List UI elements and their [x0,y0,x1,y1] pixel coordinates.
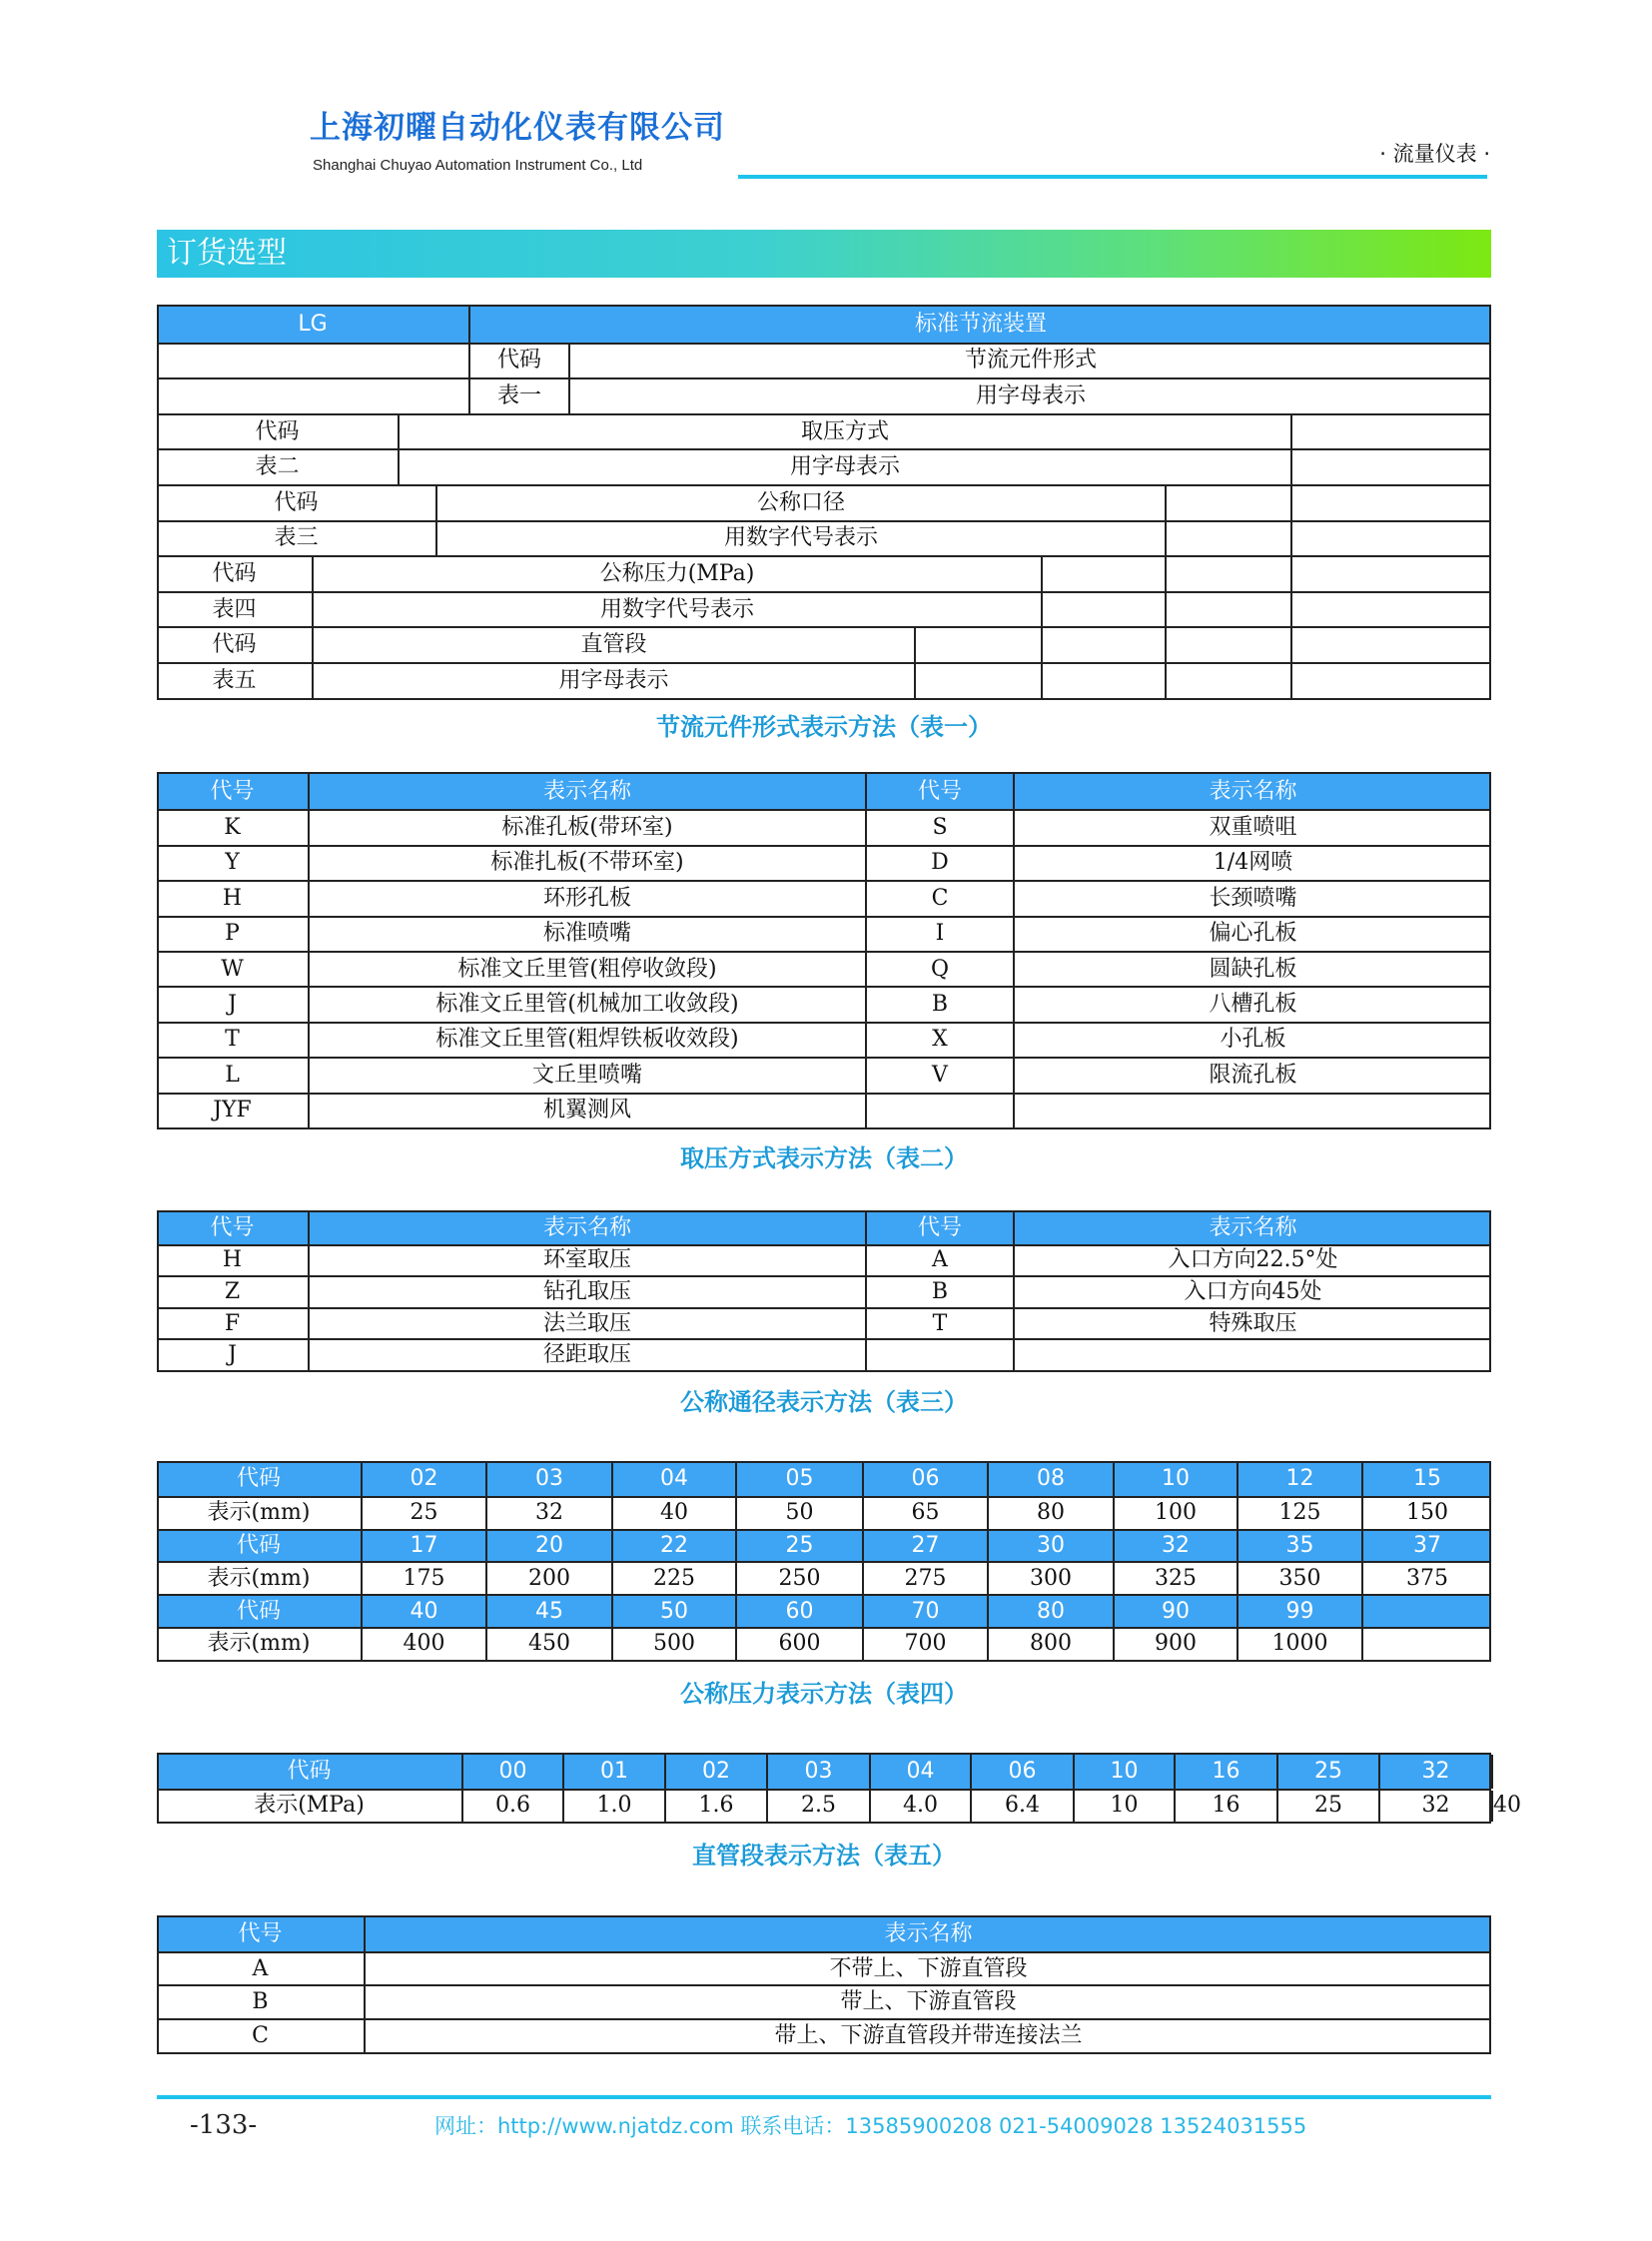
footer-divider [157,2095,1491,2099]
table-cell: 350 [1237,1563,1361,1594]
table-cell: 径距取压 [308,1340,865,1370]
category-label: · 流量仪表 · [1379,142,1490,166]
table-cell: I [865,918,1013,951]
table-cell: 700 [862,1629,987,1660]
table-cell: 1.0 [562,1791,664,1823]
table-row [159,1561,1489,1594]
table-cell: 200 [485,1563,611,1594]
table-cell: B [865,1277,1013,1307]
table-cell: X [865,1024,1013,1057]
table-cell: 环形孔板 [308,882,865,915]
table-cell: 表二 [255,454,300,480]
table-cell: 1000 [1237,1629,1361,1660]
table-cell [1041,557,1165,591]
table-cell: 代号 [865,1212,1013,1244]
table-row [159,1951,1489,1985]
table-row [159,1093,1489,1127]
table-cell: 1.6 [664,1791,766,1823]
table-row [159,343,1489,378]
table-title: 公称通径表示方法（表三） [680,1388,968,1416]
table-cell [1041,593,1165,627]
table-cell: 80 [987,1596,1113,1627]
table-cell: 22 [611,1531,735,1562]
table-title: 公称压力表示方法（表四） [680,1680,968,1708]
table-cell: P [225,921,240,947]
table-cell: 表一 [468,379,568,413]
table-cell: 25 [735,1531,862,1562]
table-cell: 40 [1491,1755,1521,1789]
table-cell: 02 [361,1463,485,1496]
table-cell: 节流元件形式 [568,345,1491,378]
table-row [159,1338,1489,1370]
table-cell: 27 [862,1531,987,1562]
table-row [159,591,1489,627]
table-row [159,880,1489,915]
table-cell: 6.4 [970,1791,1073,1823]
table-cell: 带上、下游直管段 [364,1986,1491,2018]
table-row [159,951,1489,986]
table-cell: 80 [987,1498,1113,1529]
table-cell: 00 [461,1755,562,1789]
table-row [159,916,1489,951]
table-row [159,1244,1489,1276]
table-cell [1290,450,1491,484]
table-cell [865,1095,1013,1127]
table-cell: 600 [735,1629,862,1660]
table-cell: W [221,956,244,982]
table-cell: 70 [862,1596,987,1627]
table-cell: 275 [862,1563,987,1594]
table-cell: 06 [862,1463,987,1496]
table-1 [157,772,1491,1129]
table-row [159,1789,1521,1823]
table-cell: 限流孔板 [1013,1059,1491,1092]
table-cell: D [865,847,1013,880]
table-cell: 35 [1237,1531,1361,1562]
table-cell: 450 [485,1629,611,1660]
table-header-row [159,1594,1489,1627]
table-cell: 16 [1174,1791,1276,1823]
table-cell: 标准喷嘴 [308,918,865,951]
table-cell: 125 [1237,1498,1361,1529]
table-row [159,484,1489,520]
table-cell: 代码 [212,560,257,586]
table-row [159,555,1489,591]
table-cell: H [222,885,243,911]
page-number: -133- [190,2110,258,2140]
table-cell: 法兰取压 [308,1309,865,1339]
table-cell: 表示名称 [308,774,865,809]
table-cell: 99 [1237,1596,1361,1627]
table-cell: 03 [766,1755,869,1789]
table-cell: 表示(MPa) [254,1793,365,1819]
table-cell: 800 [987,1629,1113,1660]
table-row [159,845,1489,880]
table-cell: 60 [735,1596,862,1627]
table-row [159,413,1489,449]
table-cell [1361,1629,1491,1660]
table-cell: 500 [611,1629,735,1660]
table-cell: 用字母表示 [312,664,914,698]
table-cell: H [222,1247,243,1273]
table-2 [157,1210,1491,1372]
table-cell: 01 [562,1755,664,1789]
table-cell: 225 [611,1563,735,1594]
table-cell [1361,1596,1491,1627]
table-row [159,520,1489,556]
table-cell: 双重喷咀 [1013,811,1491,844]
table-row [159,448,1489,484]
table-cell: A [252,1955,269,1981]
table-cell [1165,664,1290,698]
table-cell: 入口方向45处 [1013,1277,1491,1307]
table-row [159,626,1489,662]
table-cell: 入口方向22.5°处 [1013,1246,1491,1276]
table-cell: 用字母表示 [398,450,1290,484]
table-row [159,377,1489,413]
table-cell: J [228,1342,237,1368]
contact-info: 网址：http://www.njatdz.com 联系电话：13585900208 021-54009028 13524031555 [434,2114,1307,2138]
company-name-en: Shanghai Chuyao Automation Instrument Co., Ltd [313,157,643,174]
table-cell: 标准文丘里管(粗焊铁板收效段) [308,1024,865,1057]
table-cell: 代码 [212,632,257,658]
table-cell: 圆缺孔板 [1013,953,1491,986]
table-cell: T [225,1027,240,1053]
table-cell: 文丘里喷嘴 [308,1059,865,1092]
table-cell: 400 [361,1629,485,1660]
table-cell: JYF [213,1098,252,1123]
table-cell: F [224,1310,241,1336]
table-cell: 表示名称 [308,1212,865,1244]
table-cell: 32 [1378,1791,1491,1823]
section-banner [157,230,1491,278]
table-0 [157,305,1491,700]
table-cell: 4.0 [869,1791,970,1823]
table-cell: 375 [1361,1563,1491,1594]
table-cell: 标准孔板(带环室) [308,811,865,844]
table-cell: 50 [735,1498,862,1529]
table-cell: 20 [485,1531,611,1562]
table-cell [1165,522,1290,556]
table-cell: 16 [1174,1755,1276,1789]
table-cell: 取压方式 [398,415,1290,449]
table-cell: 代码 [287,1758,332,1784]
table-cell: LG [298,311,328,337]
table-cell: 偏心孔板 [1013,918,1491,951]
table-cell [1290,557,1491,591]
table-cell: 0.6 [461,1791,562,1823]
table-cell: Q [865,953,1013,986]
table-cell: 环室取压 [308,1246,865,1276]
table-cell: 1/4网喷 [1013,847,1491,880]
table-cell: 05 [735,1463,862,1496]
table-cell: 02 [664,1755,766,1789]
table-cell: 表三 [274,525,319,551]
table-cell: 40 [611,1498,735,1529]
table-cell: 100 [1113,1498,1237,1529]
table-header-row [159,307,1489,343]
header-divider [738,175,1487,179]
table-row [159,1627,1489,1660]
table-cell: C [865,882,1013,915]
table-cell: 特殊取压 [1013,1309,1491,1339]
table-cell [865,1340,1013,1370]
table-cell [157,345,468,378]
table-header-row [159,774,1489,809]
table-cell: 标准节流装置 [468,307,1491,343]
table-cell: 10 [1073,1755,1174,1789]
table-cell: 40 [361,1596,485,1627]
table-cell: 公称口径 [435,486,1165,520]
table-cell [1290,522,1491,556]
table-cell: C [252,2022,269,2048]
table-cell: 代码 [255,418,300,444]
table-cell: 标准文丘里管(机械加工收敛段) [308,988,865,1021]
table-cell: 50 [611,1596,735,1627]
table-cell: 25 [361,1498,485,1529]
table-cell: 90 [1113,1596,1237,1627]
table-cell: 表示名称 [1013,1212,1491,1244]
table-cell: Y [225,850,240,876]
table-cell: 代码 [274,489,319,515]
table-cell: K [224,815,241,841]
table-cell [1290,628,1491,662]
table-row [159,1496,1489,1529]
table-cell: 小孔板 [1013,1024,1491,1057]
table-cell [1165,593,1290,627]
table-cell: 12 [1237,1463,1361,1496]
table-cell: 37 [1361,1531,1491,1562]
table-cell [1165,557,1290,591]
company-name-cn: 上海初曜自动化仪表有限公司 [310,110,725,146]
table-header-row [159,1463,1489,1496]
table-cell: 不带上、下游直管段 [364,1953,1491,1985]
table-cell: B [252,1989,269,2015]
table-cell [1041,628,1165,662]
table-cell: B [865,988,1013,1021]
table-cell [1290,664,1491,698]
table-cell: 06 [970,1755,1073,1789]
table-title: 节流元件形式表示方法（表一） [656,713,992,741]
table-cell: J [228,992,237,1018]
table-cell: 标准文丘里管(粗停收敛段) [308,953,865,986]
table-cell: 04 [611,1463,735,1496]
table-row [159,1307,1489,1339]
table-cell: 08 [987,1463,1113,1496]
table-cell: 04 [869,1755,970,1789]
table-cell: L [225,1062,240,1088]
table-cell: 25 [1276,1755,1378,1789]
table-cell: V [865,1059,1013,1092]
table-cell: 机翼测风 [308,1095,865,1127]
table-cell: 表五 [212,667,257,693]
table-5 [157,1915,1491,2054]
table-cell: 15 [1361,1463,1491,1496]
table-cell: 25 [1276,1791,1378,1823]
table-row [159,986,1489,1021]
table-cell: 用数字代号表示 [435,522,1165,556]
table-cell: 03 [485,1463,611,1496]
table-cell: 17 [361,1531,485,1562]
table-header-row [159,1212,1489,1244]
table-cell: 用数字代号表示 [312,593,1041,627]
table-cell [1013,1340,1491,1370]
table-3 [157,1461,1491,1662]
table-cell: 10 [1113,1463,1237,1496]
table-cell [914,628,1041,662]
table-cell: 钻孔取压 [308,1277,865,1307]
table-cell: 2.5 [766,1791,869,1823]
table-cell: 公称压力(MPa) [312,557,1041,591]
table-cell: 带上、下游直管段并带连接法兰 [364,2020,1491,2052]
table-cell [1290,415,1491,449]
table-cell [914,664,1041,698]
table-cell: 用字母表示 [568,379,1491,413]
table-cell: 代号 [210,778,255,804]
table-cell: 150 [1361,1498,1491,1529]
table-cell: 32 [485,1498,611,1529]
table-cell: 175 [361,1563,485,1594]
table-cell: 代号 [865,774,1013,809]
table-row [159,2018,1489,2052]
table-cell: 代码 [236,1598,281,1624]
table-cell [1165,486,1290,520]
table-cell: 40 [1491,1791,1521,1823]
table-cell: 代码 [236,1466,281,1492]
table-cell [1013,1095,1491,1127]
table-cell: 10 [1073,1791,1174,1823]
table-header-row [159,1529,1489,1562]
table-cell: 30 [987,1531,1113,1562]
table-cell: 900 [1113,1629,1237,1660]
table-cell: 32 [1378,1755,1491,1789]
table-cell [157,379,468,413]
table-cell: 表示(mm) [207,1631,311,1657]
table-row [159,1022,1489,1057]
table-row [159,1057,1489,1092]
table-row [159,1275,1489,1307]
table-cell: Z [224,1278,241,1304]
table-header-row [159,1755,1521,1789]
table-cell: 直管段 [312,628,914,662]
table-header-row [159,1917,1489,1951]
table-cell: A [865,1246,1013,1276]
table-cell: 八槽孔板 [1013,988,1491,1021]
table-cell: 表示(mm) [207,1565,311,1591]
table-cell: 代码 [236,1532,281,1558]
table-4 [157,1753,1521,1824]
table-cell: 长颈喷嘴 [1013,882,1491,915]
table-row [159,809,1489,844]
table-cell: 代号 [210,1214,255,1240]
table-cell: 表示(mm) [207,1500,311,1526]
table-title: 取压方式表示方法（表二） [680,1144,968,1172]
table-cell: 表示名称 [1013,774,1491,809]
section-title: 订货选型 [167,236,287,271]
table-cell: 表四 [212,596,257,622]
table-cell: 250 [735,1563,862,1594]
table-cell: 代号 [238,1920,283,1946]
table-cell: 45 [485,1596,611,1627]
table-cell: 300 [987,1563,1113,1594]
table-row [159,662,1489,698]
table-title: 直管段表示方法（表五） [692,1842,956,1869]
table-cell [1290,486,1491,520]
table-row [159,1984,1489,2018]
table-cell: 325 [1113,1563,1237,1594]
table-cell [1165,628,1290,662]
table-cell: 表示名称 [364,1917,1491,1951]
table-cell [1041,664,1165,698]
table-cell: 代码 [468,345,568,378]
table-cell: 标准扎板(不带环室) [308,847,865,880]
table-cell: 32 [1113,1531,1237,1562]
table-cell: S [865,811,1013,844]
table-cell: 65 [862,1498,987,1529]
table-cell [1290,593,1491,627]
table-cell: T [865,1309,1013,1339]
